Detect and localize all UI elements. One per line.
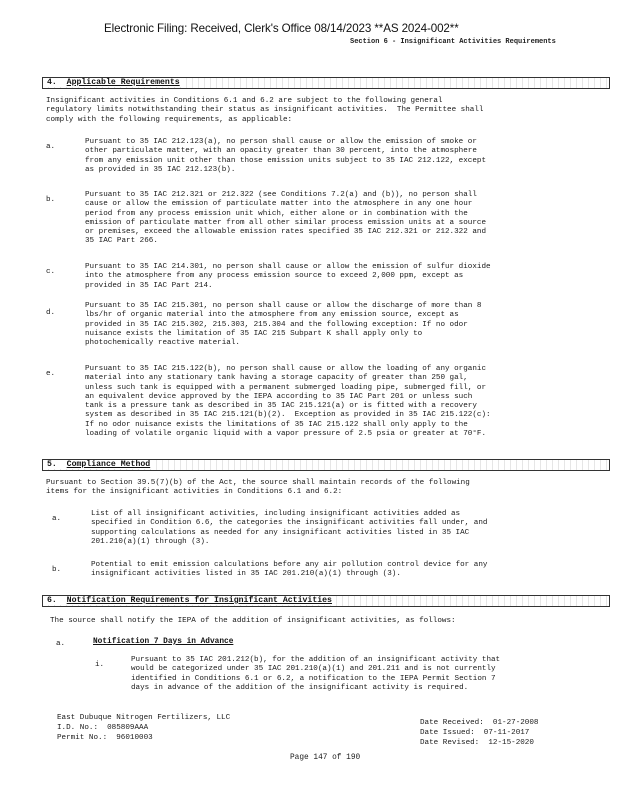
- section-intro: Insignificant activities in Conditions 6.1 and 6.2 are subject to the following general regulatory limits notwithstanding their status as insignificant activities. The Permittee shall comply with the following requirements, as applicable:: [46, 97, 484, 124]
- item-label: a.: [46, 143, 56, 151]
- item-label: e.: [46, 370, 56, 378]
- item-text: Pursuant to 35 IAC 212.321 or 212.322 (see Conditions 7.2(a) and (b)), no person shall cause or allow the emission of particulate matter into the atmosphere in any one hour period from any process emission unit which, either alone or in combination with the emission of particulate matter from all other similar process emission units at a source or premises, exceed the allowable emission rates specified 35 IAC 212.321 or 212.322 and 35 IAC Part 266.: [85, 191, 487, 246]
- item-label: c.: [46, 268, 56, 276]
- item-text: Pursuant to 35 IAC 201.212(b), for the addition of an insignificant activity that would be categorized under 35 IAC 201.210(a)(1) and 201.211 and is not currently identified in Conditions 6.1 or 6.2, a notification to the IEPA Permit Section 7 days in advance of the addition of the insignificant activity is required.: [131, 656, 501, 692]
- section-intro: The source shall notify the IEPA of the addition of insignificant activities, as follows:: [50, 617, 456, 625]
- section-number: 6.: [47, 596, 57, 605]
- filing-stamp: Electronic Filing: Received, Clerk's Office 08/14/2023 **AS 2024-002**: [104, 22, 459, 35]
- item-label: b.: [46, 196, 56, 204]
- item-label: b.: [52, 566, 62, 574]
- item-text: Pursuant to 35 IAC 215.122(b), no person shall cause or allow the loading of any organic material into any stationary tank having a storage capacity of greater than 250 gal, unless such tank is equipped with a permanent submerged loading pipe, submerged fill, or an equivalent device approved by the IEPA according to 35 IAC Part 201 or unless such tank is a pressure tank as described in 35 IAC 215.121(a) or is fitted with a recovery system as described in 35 IAC 215.121(b)(2). Exception as provided in 35 IAC 215.122(c): If no odor nuisance exists the limitations of 35 IAC 215.122 shall only apply to the loading of volatile organic liquid with a vapor pressure of 2.5 psia or greater at 70°F.: [85, 365, 491, 439]
- section-heading-bar: [42, 459, 610, 471]
- facility-info: East Dubuque Nitrogen Fertilizers, LLC I.D. No.: 085809AAA Permit No.: 96010003: [57, 714, 231, 742]
- section-header: Section 6 - Insignificant Activities Requirements: [350, 38, 556, 46]
- section-number: 4.: [47, 78, 57, 87]
- section-heading-bar: [42, 77, 610, 89]
- item-text: Potential to emit emission calculations before any air pollution control device for any insignificant activities listed in 35 IAC 201.210(a)(1) through (3).: [91, 561, 488, 579]
- item-text: Pursuant to 35 IAC 215.301, no person shall cause or allow the discharge of more than 8 lbs/hr of organic material into the atmosphere from any emission source, except as provided in 35 IAC 215.302, 215.303, 215.304 and the following exception: If no odor nuisance exists the limitation of 35 IAC 215 Subpart K shall apply only to photochemically reactive material.: [85, 302, 482, 348]
- item-label: d.: [46, 309, 56, 317]
- item-label: i.: [95, 661, 105, 669]
- item-text: Pursuant to 35 IAC 212.123(a), no person shall cause or allow the emission of smoke or other particulate matter, with an opacity greater than 30 percent, into the atmosphere from any emission unit other than those emission units subject to 35 IAC 212.122, except as provided in 35 IAC 212.123(b).: [85, 138, 487, 174]
- section-title: Notification Requirements for Insignificant Activities: [66, 596, 332, 605]
- permit-dates: Date Received: 01-27-2008 Date Issued: 07-11-2017 Date Revised: 12-15-2020: [420, 719, 539, 747]
- section-title: Compliance Method: [66, 460, 151, 469]
- section-heading-bar: [42, 595, 610, 607]
- section-number: 5.: [47, 460, 57, 469]
- section-intro: Pursuant to Section 39.5(7)(b) of the Act, the source shall maintain records of the following items for the insignificant activities in Conditions 6.1 and 6.2:: [46, 479, 470, 497]
- item-text: List of all insignificant activities, including insignificant activities added as specified in Condition 6.6, the categories the insignificant activities fall under, and supporting calculations as needed for any insignificant activities listed in 35 IAC 201.210(a)(1) through (3).: [91, 510, 488, 546]
- page-number: Page 147 of 190: [290, 754, 361, 762]
- item-label: a.: [52, 515, 62, 523]
- section-title: Applicable Requirements: [66, 78, 180, 87]
- item-text: Pursuant to 35 IAC 214.301, no person shall cause or allow the emission of sulfur dioxide into the atmosphere from any process emission source to exceed 2,000 ppm, except as provided in 35 IAC Part 214.: [85, 263, 491, 290]
- subsection-title: Notification 7 Days in Advance: [93, 638, 234, 646]
- subsection-label: a.: [56, 640, 66, 648]
